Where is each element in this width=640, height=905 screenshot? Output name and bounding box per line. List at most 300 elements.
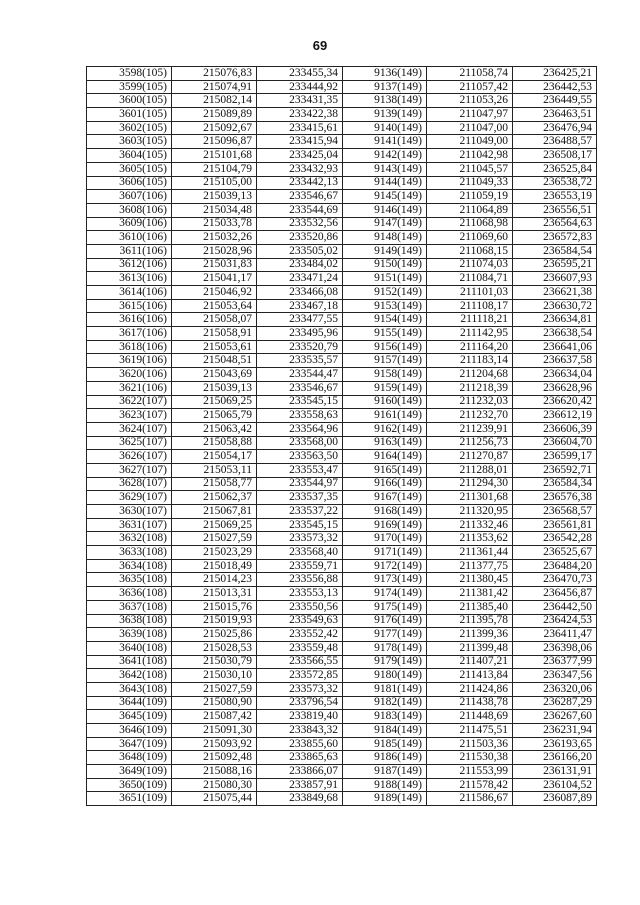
table-row [87,491,597,505]
table-cell: 233431,35 [257,94,343,108]
table-cell: 215053,11 [172,463,257,477]
table-cell: 233477,55 [257,313,343,327]
table-cell: 233796,54 [257,696,343,710]
table-cell: 215053,64 [172,299,257,313]
table-cell: 211301,68 [427,491,513,505]
table-cell: 236634,81 [513,313,597,327]
table-cell: 211361,44 [427,546,513,560]
table-cell: 215043,69 [172,368,257,382]
table-row [87,203,597,217]
table-row [87,67,597,81]
table-cell: 215030,79 [172,655,257,669]
table-cell: 211084,71 [427,272,513,286]
table-cell: 211059,19 [427,190,513,204]
table-cell: 215075,44 [172,792,257,806]
table-row [87,272,597,286]
table-cell: 215028,53 [172,641,257,655]
table-cell: 233866,07 [257,765,343,779]
table-cell: 3635(108) [87,573,172,587]
table-cell: 3651(109) [87,792,172,806]
table-cell: 233432,93 [257,162,343,176]
table-cell: 3650(109) [87,778,172,792]
table-row [87,724,597,738]
table-cell: 236470,73 [513,573,597,587]
table-cell: 233564,96 [257,422,343,436]
table-cell: 3636(108) [87,587,172,601]
table-cell: 3618(106) [87,340,172,354]
table-cell: 3626(107) [87,450,172,464]
table-cell: 9136(149) [343,67,427,81]
table-cell: 9159(149) [343,381,427,395]
table-row [87,696,597,710]
table-row [87,587,597,601]
table-cell: 215069,25 [172,395,257,409]
table-cell: 233415,61 [257,121,343,135]
table-cell: 9166(149) [343,477,427,491]
table-cell: 211578,42 [427,778,513,792]
table-cell: 9168(149) [343,505,427,519]
table-cell: 236637,58 [513,354,597,368]
table-cell: 236584,34 [513,477,597,491]
table-cell: 215058,77 [172,477,257,491]
table-cell: 236576,38 [513,491,597,505]
table-cell: 9189(149) [343,792,427,806]
table-cell: 211069,60 [427,231,513,245]
table-cell: 233573,32 [257,682,343,696]
table-row [87,573,597,587]
table-cell: 211142,95 [427,327,513,341]
table-row [87,505,597,519]
table-cell: 233544,69 [257,203,343,217]
table-cell: 215105,00 [172,176,257,190]
table-cell: 9175(149) [343,600,427,614]
table-cell: 9141(149) [343,135,427,149]
table-cell: 3621(106) [87,381,172,395]
table-cell: 236572,83 [513,231,597,245]
table-cell: 236476,94 [513,121,597,135]
table-cell: 3627(107) [87,463,172,477]
table-cell: 3628(107) [87,477,172,491]
table-cell: 215027,59 [172,532,257,546]
table-cell: 211320,95 [427,505,513,519]
table-cell: 215023,29 [172,546,257,560]
table-cell: 9182(149) [343,696,427,710]
table-cell: 211047,97 [427,108,513,122]
table-row [87,327,597,341]
table-cell: 236411,47 [513,628,597,642]
table-cell: 211049,33 [427,176,513,190]
table-cell: 233550,56 [257,600,343,614]
table-cell: 236449,55 [513,94,597,108]
table-cell: 233545,15 [257,518,343,532]
table-cell: 3617(106) [87,327,172,341]
table-cell: 233425,04 [257,149,343,163]
table-cell: 211424,86 [427,682,513,696]
table-cell: 211057,42 [427,80,513,94]
table-cell: 233553,13 [257,587,343,601]
table-cell: 3615(106) [87,299,172,313]
table-cell: 233544,97 [257,477,343,491]
table-cell: 9157(149) [343,354,427,368]
table-cell: 236231,94 [513,724,597,738]
table-cell: 233568,40 [257,546,343,560]
table-cell: 236606,39 [513,422,597,436]
table-cell: 233537,35 [257,491,343,505]
table-row [87,532,597,546]
table-row [87,751,597,765]
table-row [87,231,597,245]
table-cell: 3619(106) [87,354,172,368]
page-number: 69 [312,38,328,53]
table-cell: 9154(149) [343,313,427,327]
table-cell: 3647(109) [87,737,172,751]
table-cell: 9155(149) [343,327,427,341]
table-cell: 3646(109) [87,724,172,738]
table-row [87,436,597,450]
table-cell: 215028,96 [172,244,257,258]
table-cell: 236568,57 [513,505,597,519]
table-cell: 211049,00 [427,135,513,149]
table-cell: 233559,71 [257,559,343,573]
table-cell: 215032,26 [172,231,257,245]
table-cell: 236193,65 [513,737,597,751]
table-cell: 236584,54 [513,244,597,258]
table-cell: 236456,87 [513,587,597,601]
table-cell: 215018,49 [172,559,257,573]
table-row [87,395,597,409]
table-cell: 9138(149) [343,94,427,108]
table-cell: 215080,30 [172,778,257,792]
table-cell: 236553,19 [513,190,597,204]
table-cell: 211232,70 [427,409,513,423]
table-cell: 215089,89 [172,108,257,122]
table-cell: 211381,42 [427,587,513,601]
table-cell: 9164(149) [343,450,427,464]
table-cell: 211118,21 [427,313,513,327]
table-cell: 211395,78 [427,614,513,628]
table-cell: 9187(149) [343,765,427,779]
table-cell: 215104,79 [172,162,257,176]
table-cell: 3602(105) [87,121,172,135]
table-cell: 3630(107) [87,505,172,519]
table-cell: 215039,13 [172,381,257,395]
table-cell: 9180(149) [343,669,427,683]
table-cell: 9148(149) [343,231,427,245]
table-cell: 9153(149) [343,299,427,313]
table-cell: 215087,42 [172,710,257,724]
table-cell: 233559,48 [257,641,343,655]
table-cell: 211475,51 [427,724,513,738]
table-cell: 215014,23 [172,573,257,587]
table-row [87,765,597,779]
table-cell: 233857,91 [257,778,343,792]
table-cell: 9177(149) [343,628,427,642]
table-cell: 3606(105) [87,176,172,190]
table-cell: 236347,56 [513,669,597,683]
table-cell: 211045,57 [427,162,513,176]
table-cell: 233553,47 [257,463,343,477]
table-cell: 211256,73 [427,436,513,450]
table-cell: 211288,01 [427,463,513,477]
table-cell: 236542,28 [513,532,597,546]
table-cell: 211553,99 [427,765,513,779]
table-cell: 211204,68 [427,368,513,382]
table-cell: 233819,40 [257,710,343,724]
table-cell: 211399,48 [427,641,513,655]
table-cell: 3623(107) [87,409,172,423]
table-cell: 233552,42 [257,628,343,642]
table-row [87,217,597,231]
table-cell: 3639(108) [87,628,172,642]
table-cell: 236425,21 [513,67,597,81]
table-cell: 9156(149) [343,340,427,354]
table-cell: 3601(105) [87,108,172,122]
table-cell: 233546,67 [257,381,343,395]
table-cell: 211239,91 [427,422,513,436]
table-cell: 211164,20 [427,340,513,354]
table-row [87,546,597,560]
table-cell: 3603(105) [87,135,172,149]
table-cell: 236525,84 [513,162,597,176]
table-cell: 233849,68 [257,792,343,806]
table-cell: 215058,07 [172,313,257,327]
table-cell: 233520,86 [257,231,343,245]
table-cell: 236612,19 [513,409,597,423]
table-cell: 9160(149) [343,395,427,409]
table-cell: 211042,98 [427,149,513,163]
table-cell: 233471,24 [257,272,343,286]
table-row [87,368,597,382]
table-cell: 9171(149) [343,546,427,560]
table-cell: 3600(105) [87,94,172,108]
table-row [87,121,597,135]
table-cell: 9169(149) [343,518,427,532]
table-cell: 3607(106) [87,190,172,204]
table-cell: 233532,56 [257,217,343,231]
table-row [87,381,597,395]
table-cell: 211053,26 [427,94,513,108]
table-cell: 236424,53 [513,614,597,628]
table-cell: 233573,32 [257,532,343,546]
table-cell: 211413,84 [427,669,513,683]
table-row [87,518,597,532]
table-cell: 9143(149) [343,162,427,176]
table-cell: 3645(109) [87,710,172,724]
table-cell: 215093,92 [172,737,257,751]
table-cell: 211294,30 [427,477,513,491]
table-cell: 215080,90 [172,696,257,710]
table-cell: 9146(149) [343,203,427,217]
table-cell: 233545,15 [257,395,343,409]
table-cell: 3637(108) [87,600,172,614]
table-cell: 9150(149) [343,258,427,272]
table-cell: 9139(149) [343,108,427,122]
table-cell: 3648(109) [87,751,172,765]
table-cell: 3604(105) [87,149,172,163]
table-row [87,313,597,327]
table-cell: 9152(149) [343,286,427,300]
table-cell: 9147(149) [343,217,427,231]
table-cell: 211068,98 [427,217,513,231]
table-row [87,792,597,806]
table-cell: 9151(149) [343,272,427,286]
table-cell: 9181(149) [343,682,427,696]
table-row [87,286,597,300]
table-cell: 236377,99 [513,655,597,669]
table-cell: 3644(109) [87,696,172,710]
table-cell: 236442,50 [513,600,597,614]
table-cell: 3609(106) [87,217,172,231]
table-cell: 211183,14 [427,354,513,368]
table-cell: 9186(149) [343,751,427,765]
table-cell: 211407,21 [427,655,513,669]
table-cell: 233442,13 [257,176,343,190]
table-cell: 215046,92 [172,286,257,300]
table-cell: 9170(149) [343,532,427,546]
table-cell: 233556,88 [257,573,343,587]
table-cell: 3611(106) [87,244,172,258]
table-cell: 236087,89 [513,792,597,806]
table-row [87,559,597,573]
table-cell: 233563,50 [257,450,343,464]
table-cell: 236287,29 [513,696,597,710]
table-cell: 236620,42 [513,395,597,409]
table-row [87,244,597,258]
table-cell: 215039,13 [172,190,257,204]
table-cell: 236398,06 [513,641,597,655]
table-cell: 211448,69 [427,710,513,724]
table-cell: 236630,72 [513,299,597,313]
table-cell: 236525,67 [513,546,597,560]
table-row [87,176,597,190]
table-cell: 233520,79 [257,340,343,354]
table-cell: 236320,06 [513,682,597,696]
table-cell: 215048,51 [172,354,257,368]
table-cell: 9178(149) [343,641,427,655]
table-cell: 3632(108) [87,532,172,546]
table-cell: 9144(149) [343,176,427,190]
table-cell: 9176(149) [343,614,427,628]
table-cell: 211377,75 [427,559,513,573]
table-cell: 215092,67 [172,121,257,135]
table-cell: 9162(149) [343,422,427,436]
table-cell: 211385,40 [427,600,513,614]
table-cell: 236104,52 [513,778,597,792]
table-cell: 9137(149) [343,80,427,94]
table-row [87,258,597,272]
table-row [87,94,597,108]
table-cell: 233544,47 [257,368,343,382]
coordinates-table-body [87,67,597,806]
table-cell: 233568,00 [257,436,343,450]
table-cell: 236561,81 [513,518,597,532]
table-cell: 215033,78 [172,217,257,231]
table-cell: 215058,88 [172,436,257,450]
table-cell: 9165(149) [343,463,427,477]
table-cell: 236442,53 [513,80,597,94]
table-cell: 215034,48 [172,203,257,217]
table-cell: 215053,61 [172,340,257,354]
table-row [87,710,597,724]
table-cell: 211232,03 [427,395,513,409]
table-cell: 236621,38 [513,286,597,300]
table-cell: 236488,57 [513,135,597,149]
table-cell: 233843,32 [257,724,343,738]
table-cell: 215069,25 [172,518,257,532]
table-cell: 9185(149) [343,737,427,751]
table-cell: 236484,20 [513,559,597,573]
table-cell: 9188(149) [343,778,427,792]
table-row [87,641,597,655]
table-cell: 236508,17 [513,149,597,163]
table-cell: 211503,36 [427,737,513,751]
table-cell: 233865,63 [257,751,343,765]
table-cell: 233537,22 [257,505,343,519]
table-cell: 236267,60 [513,710,597,724]
table-cell: 236604,70 [513,436,597,450]
table-cell: 3616(106) [87,313,172,327]
table-cell: 215062,37 [172,491,257,505]
table-cell: 3629(107) [87,491,172,505]
table-cell: 233422,38 [257,108,343,122]
table-row [87,450,597,464]
table-row [87,628,597,642]
table-cell: 236166,20 [513,751,597,765]
table-cell: 233572,85 [257,669,343,683]
table-cell: 233455,34 [257,67,343,81]
table-cell: 211380,45 [427,573,513,587]
table-row [87,600,597,614]
table-cell: 236634,04 [513,368,597,382]
table-cell: 211438,78 [427,696,513,710]
table-cell: 3598(105) [87,67,172,81]
table-row [87,422,597,436]
table-cell: 3642(108) [87,669,172,683]
table-cell: 236538,72 [513,176,597,190]
table-cell: 215065,79 [172,409,257,423]
table-cell: 215088,16 [172,765,257,779]
table-cell: 9183(149) [343,710,427,724]
table-row [87,340,597,354]
table-cell: 211108,17 [427,299,513,313]
table-cell: 211068,15 [427,244,513,258]
table-cell: 3599(105) [87,80,172,94]
table-cell: 3638(108) [87,614,172,628]
table-cell: 3620(106) [87,368,172,382]
table-cell: 9142(149) [343,149,427,163]
table-cell: 215030,10 [172,669,257,683]
table-row [87,409,597,423]
table-cell: 3641(108) [87,655,172,669]
table-cell: 3631(107) [87,518,172,532]
table-cell: 236638,54 [513,327,597,341]
table-cell: 9145(149) [343,190,427,204]
table-cell: 211530,38 [427,751,513,765]
table-row [87,354,597,368]
table-cell: 236599,17 [513,450,597,464]
table-cell: 236592,71 [513,463,597,477]
table-cell: 211064,89 [427,203,513,217]
table-cell: 233466,08 [257,286,343,300]
table-cell: 3608(106) [87,203,172,217]
table-cell: 236463,51 [513,108,597,122]
table-cell: 215058,91 [172,327,257,341]
table-cell: 211047,00 [427,121,513,135]
table-row [87,299,597,313]
table-cell: 215019,93 [172,614,257,628]
table-cell: 233546,67 [257,190,343,204]
table-cell: 236628,96 [513,381,597,395]
